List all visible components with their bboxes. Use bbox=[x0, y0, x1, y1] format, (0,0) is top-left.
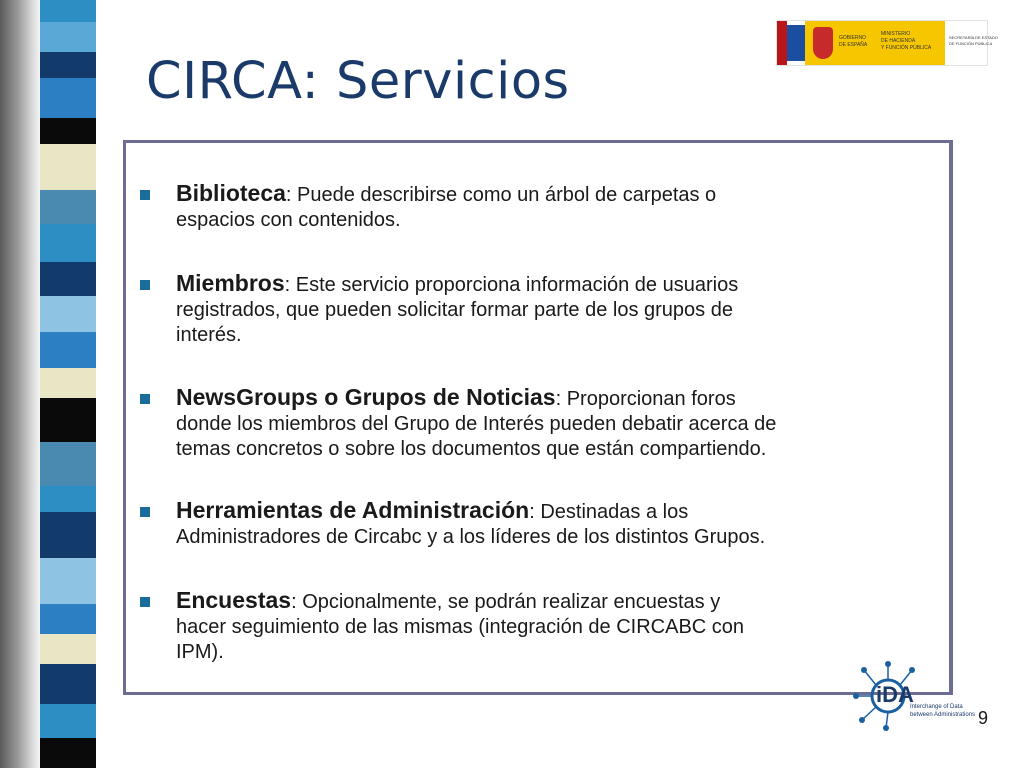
stripe-block bbox=[40, 0, 96, 22]
coat-of-arms-icon bbox=[813, 27, 833, 59]
term-separator: : bbox=[529, 501, 541, 523]
service-term: Biblioteca bbox=[176, 180, 286, 206]
service-term: Herramientas de Administración bbox=[176, 497, 530, 523]
term-separator: : bbox=[291, 591, 303, 613]
stripe-block bbox=[40, 144, 96, 190]
service-desc-line: temas concretos o sobre los documentos que están compartiendo. bbox=[176, 438, 767, 460]
square-bullet-icon bbox=[140, 507, 150, 517]
page-number: 9 bbox=[978, 708, 989, 728]
stripe-block bbox=[40, 262, 96, 296]
square-bullet-icon bbox=[140, 597, 150, 607]
decorative-side-stripe bbox=[0, 0, 118, 768]
stripe-block bbox=[40, 296, 96, 332]
service-term: Encuestas bbox=[176, 587, 292, 613]
stripe-block bbox=[40, 486, 96, 512]
gov-line1: GOBIERNO bbox=[839, 35, 866, 41]
service-item-biblioteca bbox=[176, 181, 936, 233]
services-content-box bbox=[123, 140, 953, 695]
service-item-herramientas bbox=[176, 498, 936, 550]
stripe-block bbox=[40, 22, 96, 52]
stripe-block bbox=[40, 664, 96, 704]
gov-line2: DE ESPAÑA bbox=[839, 42, 868, 48]
stripe-block bbox=[40, 52, 96, 78]
stripe-block bbox=[40, 118, 96, 144]
stripe-block bbox=[40, 634, 96, 664]
square-bullet-icon bbox=[140, 394, 150, 404]
stripe-block bbox=[40, 738, 96, 768]
service-desc-line: Destinadas a los bbox=[540, 501, 689, 523]
ida-logo bbox=[852, 660, 976, 732]
service-term: NewsGroups o Grupos de Noticias bbox=[176, 384, 556, 410]
government-logo bbox=[776, 20, 998, 66]
service-item-miembros bbox=[176, 271, 936, 348]
term-separator: : bbox=[285, 184, 298, 206]
stripe-block bbox=[40, 604, 96, 634]
stripe-block bbox=[40, 398, 96, 442]
stripe-block bbox=[40, 368, 96, 398]
secretariat-line2: DE FUNCIÓN PÚBLICA bbox=[949, 41, 993, 46]
square-bullet-icon bbox=[140, 190, 150, 200]
secretariat-line1: SECRETARÍA DE ESTADO bbox=[949, 35, 998, 40]
stripe-block bbox=[40, 224, 96, 262]
service-desc-line: donde los miembros del Grupo de Interés pueden debatir acerca de bbox=[176, 413, 777, 435]
ministry-line1: MINISTERIO bbox=[881, 31, 911, 37]
ida-subtitle-line1: Interchange of Data bbox=[910, 704, 963, 710]
term-separator: : bbox=[555, 388, 567, 410]
stripe-block bbox=[40, 332, 96, 368]
ida-subtitle-line2: between Administrations bbox=[910, 712, 976, 718]
service-desc-line: Proporcionan foros bbox=[566, 388, 736, 410]
service-desc-line: IPM). bbox=[176, 641, 224, 663]
term-separator: : bbox=[284, 274, 296, 296]
stripe-block bbox=[40, 704, 96, 738]
ministry-line3: Y FUNCIÓN PÚBLICA bbox=[881, 45, 932, 51]
ida-wordmark: iDA bbox=[876, 682, 914, 707]
service-desc-line: Puede describirse como un árbol de carpetas o bbox=[297, 184, 717, 206]
slide-title: CIRCA: Servicios bbox=[146, 52, 570, 111]
stripe-block bbox=[40, 558, 96, 604]
service-desc-line: Opcionalmente, se podrán realizar encuestas y bbox=[302, 591, 721, 613]
service-term: Miembros bbox=[176, 270, 285, 296]
stripe-block bbox=[40, 512, 96, 558]
service-item-encuestas bbox=[176, 588, 936, 665]
service-desc-line: hacer seguimiento de las mismas (integración de CIRCABC con bbox=[176, 616, 745, 638]
stripe-block bbox=[40, 190, 96, 224]
flag-red-band bbox=[777, 21, 787, 65]
stripe-block bbox=[40, 442, 96, 486]
service-desc-line: interés. bbox=[176, 324, 242, 346]
eu-stars-icon bbox=[787, 25, 805, 61]
service-item-newsgroups bbox=[176, 385, 936, 462]
stripe-block bbox=[40, 78, 96, 118]
ministry-line2: DE HACIENDA bbox=[881, 38, 916, 44]
service-desc-line: Administradores de Circabc y a los líderes de los distintos Grupos. bbox=[176, 526, 766, 548]
stripe-blocks bbox=[40, 0, 96, 768]
service-desc-line: registrados, que pueden solicitar formar parte de los grupos de bbox=[176, 299, 733, 321]
square-bullet-icon bbox=[140, 280, 150, 290]
service-desc-line: espacios con contenidos. bbox=[176, 209, 401, 231]
service-desc-line: Este servicio proporciona información de usuarios bbox=[295, 274, 739, 296]
